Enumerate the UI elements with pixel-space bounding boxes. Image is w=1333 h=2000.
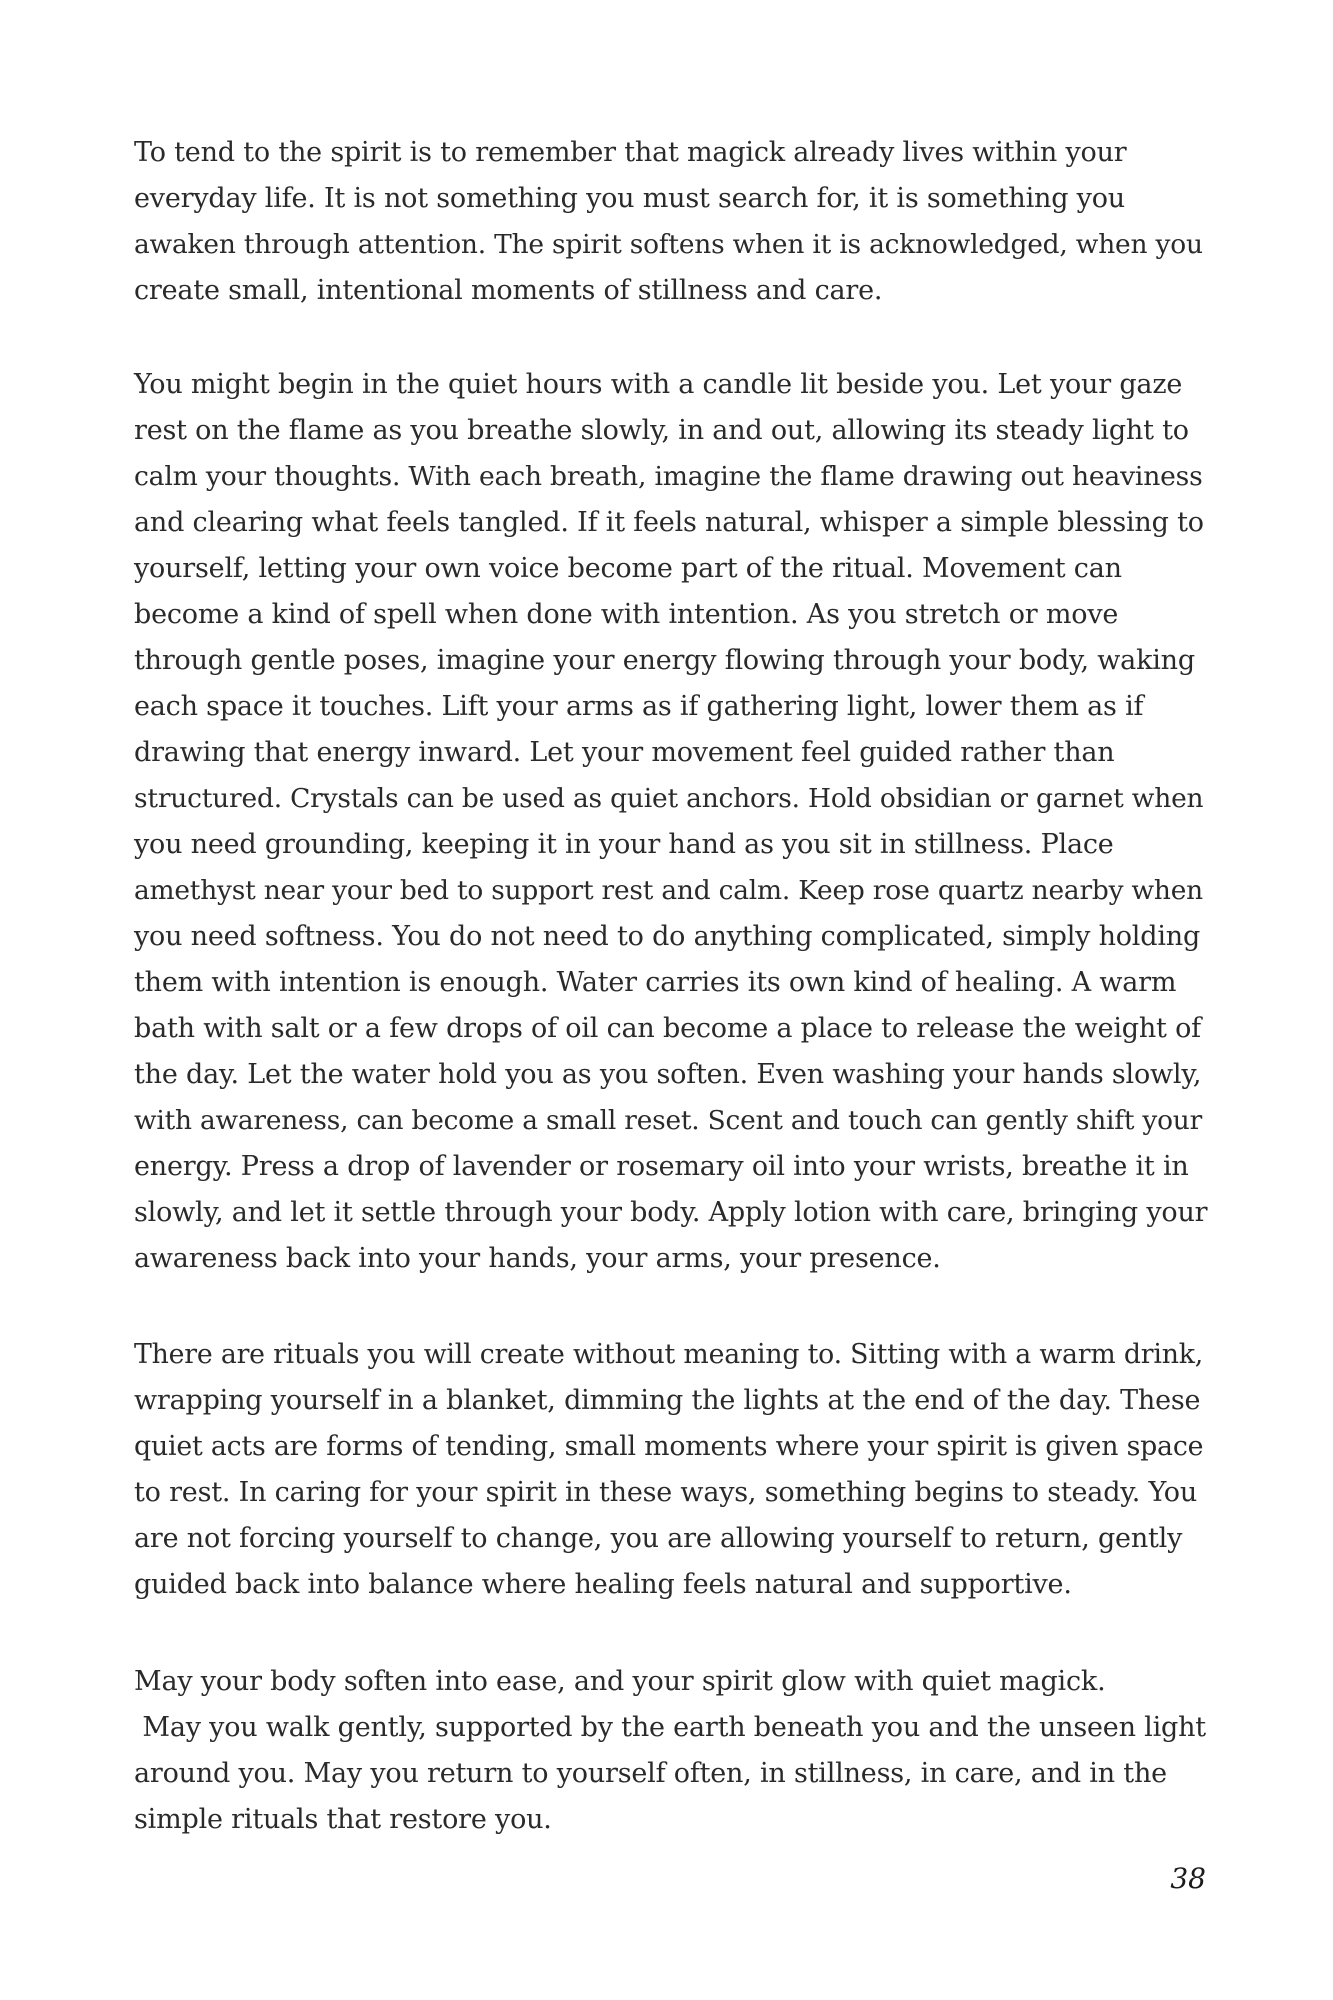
text-line: To tend to the spirit is to remember that magick already lives within your [134, 137, 1127, 168]
text-line: May your body soften into ease, and your spirit glow with quiet magick. [134, 1666, 1106, 1697]
text-line: awaken through attention. The spirit softens when it is acknowledged, when you [134, 229, 1203, 260]
text-line: guided back into balance where healing feels natural and supportive. [134, 1569, 1072, 1600]
text-line: structured. Crystals can be used as quiet anchors. Hold obsidian or garnet when [134, 783, 1204, 814]
paragraph-2 [134, 362, 1209, 1282]
text-line: with awareness, can become a small reset. Scent and touch can gently shift your [134, 1106, 1202, 1136]
text-line: around you. May you return to yourself often, in stillness, in care, and in the [134, 1758, 1167, 1789]
text-line: you need softness. You do not need to do anything complicated, simply holding [134, 921, 1201, 952]
text-line: are not forcing yourself to change, you are allowing yourself to return, gently [134, 1523, 1183, 1554]
text-line: them with intention is enough. Water carries its own kind of healing. A warm [134, 967, 1177, 998]
paragraph-3 [134, 1332, 1209, 1608]
text-line: calm your thoughts. With each breath, imagine the flame drawing out heaviness [134, 461, 1203, 492]
text-line: There are rituals you will create without meaning to. Sitting with a warm drink, [134, 1339, 1204, 1370]
text-line: yourself, letting your own voice become part of the ritual. Movement can [134, 553, 1122, 584]
text-line: become a kind of spell when done with intention. As you stretch or move [134, 599, 1119, 630]
text-line: the day. Let the water hold you as you soften. Even washing your hands slowly, [134, 1059, 1202, 1090]
text-line: to rest. In caring for your spirit in these ways, something begins to steady. You [134, 1477, 1198, 1508]
text-line: simple rituals that restore you. [134, 1804, 552, 1835]
text-line: rest on the flame as you breathe slowly, in and out, allowing its steady light to [134, 415, 1189, 446]
text-line: slowly, and let it settle through your body. Apply lotion with care, bringing your [134, 1197, 1208, 1228]
text-line: you need grounding, keeping it in your hand as you sit in stillness. Place [134, 829, 1114, 860]
paragraph-1 [134, 130, 1209, 314]
text-line: You might begin in the quiet hours with a candle lit beside you. Let your gaze [134, 369, 1183, 400]
page-number: 38 [1170, 1862, 1206, 1895]
text-line: and clearing what feels tangled. If it feels natural, whisper a simple blessing to [134, 507, 1204, 538]
text-line: create small, intentional moments of stillness and care. [134, 275, 883, 306]
text-line: energy. Press a drop of lavender or rosemary oil into your wrists, breathe it in [134, 1151, 1189, 1182]
text-line: May you walk gently, supported by the earth beneath you and the unseen light [134, 1712, 1206, 1743]
text-line: wrapping yourself in a blanket, dimming the lights at the end of the day. These [134, 1385, 1201, 1416]
text-line: awareness back into your hands, your arms, your presence. [134, 1243, 941, 1274]
text-line: amethyst near your bed to support rest and calm. Keep rose quartz nearby when [134, 875, 1203, 906]
text-line: each space it touches. Lift your arms as if gathering light, lower them as if [134, 691, 1144, 722]
text-line: quiet acts are forms of tending, small moments where your spirit is given space [134, 1431, 1204, 1462]
text-line: bath with salt or a few drops of oil can become a place to release the weight of [134, 1013, 1201, 1044]
text-line: everyday life. It is not something you must search for, it is something you [134, 183, 1125, 214]
paragraph-4 [134, 1659, 1209, 1843]
text-line: through gentle poses, imagine your energy flowing through your body, waking [134, 645, 1195, 676]
text-line: drawing that energy inward. Let your movement feel guided rather than [134, 737, 1115, 768]
